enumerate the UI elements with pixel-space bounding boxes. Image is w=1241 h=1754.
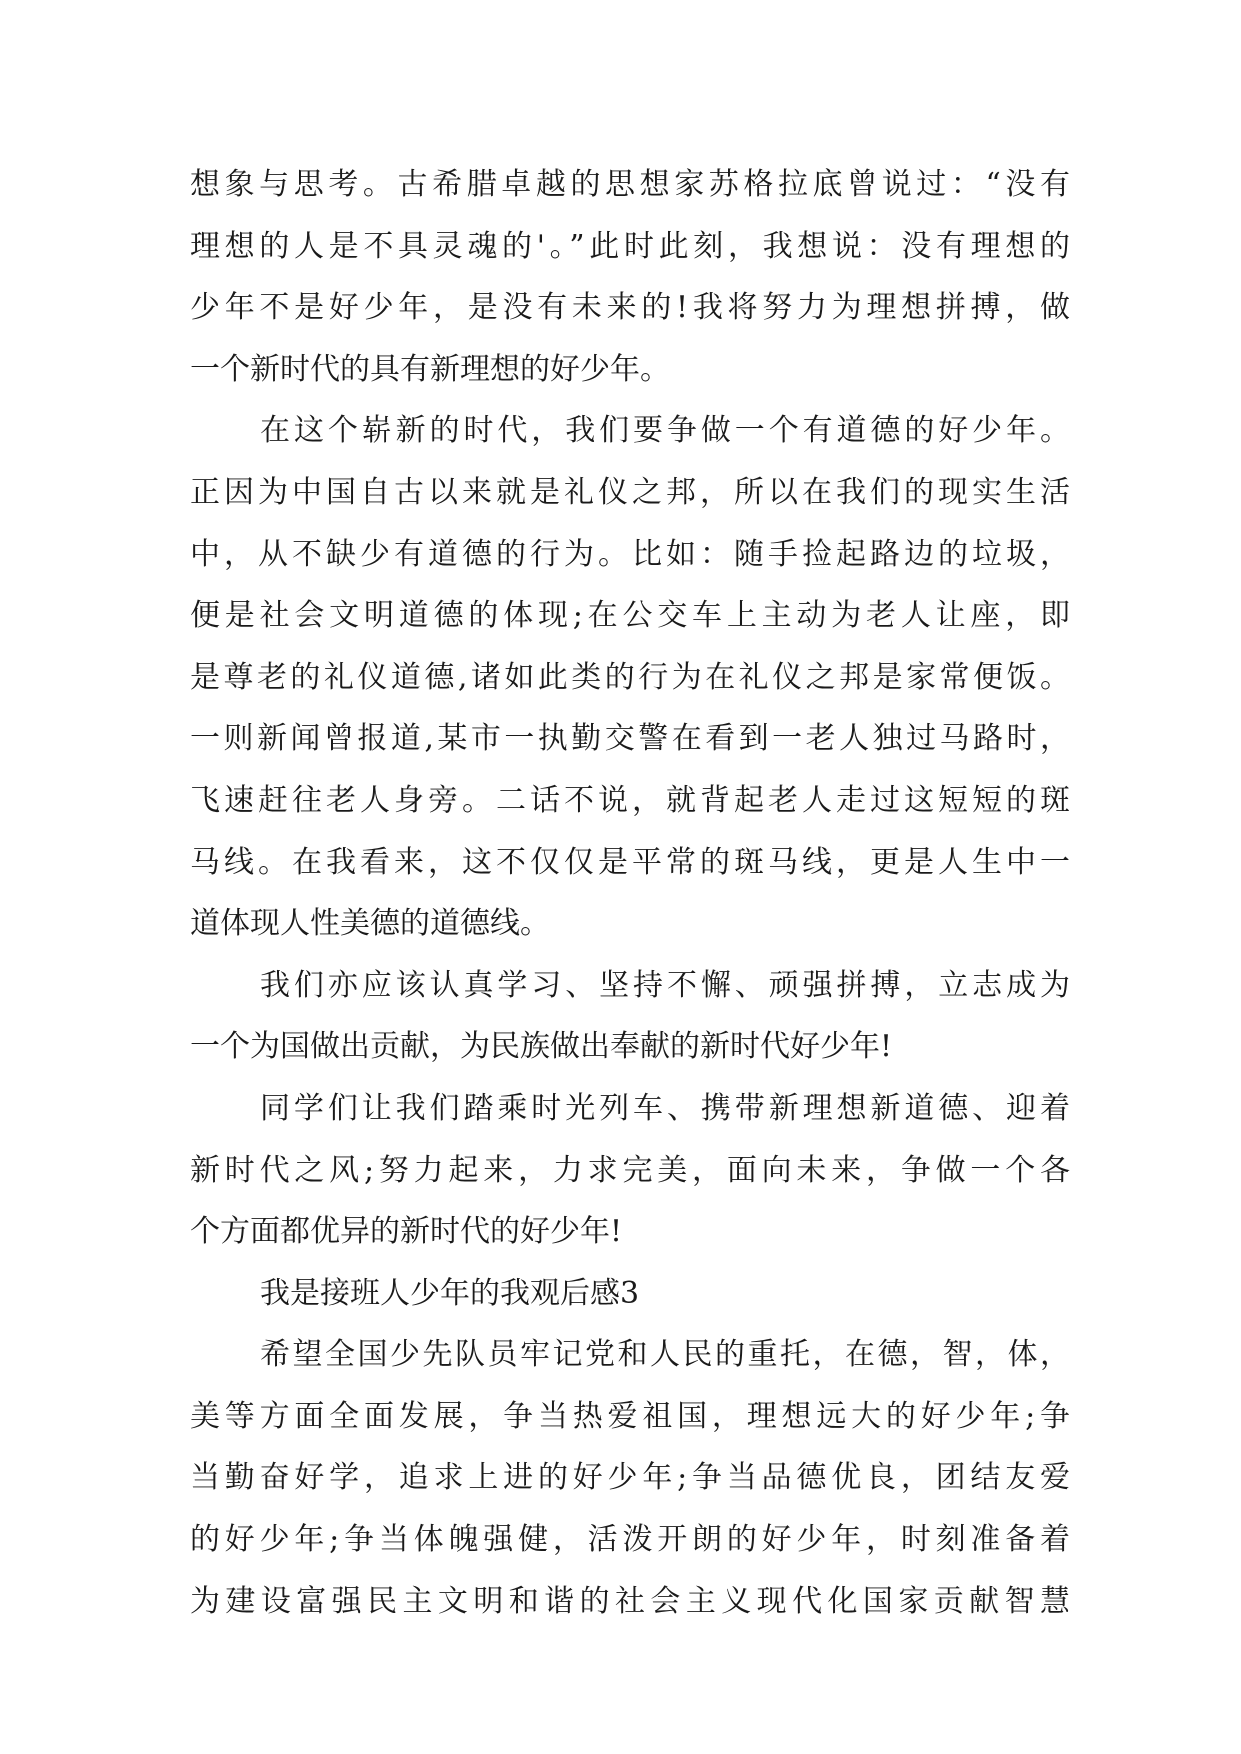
text-line: 正因为中国自古以来就是礼仪之邦，所以在我们的现实生活 [190, 474, 1070, 510]
paragraph-first-line: 希望全国少先队员牢记党和人民的重托，在德，智，体， [260, 1337, 1070, 1373]
text-line: 的好少年;争当体魄强健，活泼开朗的好少年，时刻准备着 [190, 1522, 1070, 1558]
text-line: 想象与思考。古希腊卓越的思想家苏格拉底曾说过：“没有 [190, 167, 1070, 202]
text-line: 美等方面全面发展，争当热爱祖国，理想远大的好少年;争 [190, 1398, 1070, 1434]
text-line: 便是社会文明道德的体现;在公交车上主动为老人让座，即 [190, 598, 1070, 634]
body-text [190, 154, 1070, 1632]
text-line: 新时代之风;努力起来，力求完美，面向未来，争做一个各 [190, 1152, 1070, 1188]
text-line: 个方面都优异的新时代的好少年! [190, 1214, 623, 1250]
text-line: 少年不是好少年，是没有未来的!我将努力为理想拼搏，做 [190, 290, 1070, 326]
text-line: 为建设富强民主文明和谐的社会主义现代化国家贡献智慧 [190, 1583, 1070, 1619]
text-line: 一则新闻曾报道,某市一执勤交警在看到一老人独过马路时， [190, 721, 1070, 757]
text-line: 马线。在我看来，这不仅仅是平常的斑马线，更是人生中一 [190, 844, 1070, 880]
text-line: 一个为国做出贡献，为民族做出奉献的新时代好少年! [190, 1029, 893, 1065]
text-line: 中，从不缺少有道德的行为。比如：随手捡起路边的垃圾， [190, 536, 1070, 572]
text-line: 一个新时代的具有新理想的好少年。 [190, 351, 670, 387]
text-line: 是尊老的礼仪道德,诸如此类的行为在礼仪之邦是家常便饭。 [190, 659, 1070, 695]
text-line: 当勤奋好学，追求上进的好少年;争当品德优良，团结友爱 [190, 1460, 1070, 1496]
paragraph-first-line: 我们亦应该认真学习、坚持不懈、顽强拼搏，立志成为 [260, 967, 1070, 1003]
text-line: 理想的人是不具灵魂的'。”此时此刻，我想说：没有理想的 [190, 228, 1070, 264]
text-line: 飞速赶往老人身旁。二话不说，就背起老人走过这短短的斑 [190, 782, 1070, 818]
section-heading: 我是接班人少年的我观后感3 [260, 1275, 640, 1311]
paragraph-first-line: 在这个崭新的时代，我们要争做一个有道德的好少年。 [260, 413, 1070, 449]
paragraph-first-line: 同学们让我们踏乘时光列车、携带新理想新道德、迎着 [260, 1090, 1070, 1126]
text-line: 道体现人性美德的道德线。 [190, 906, 550, 942]
